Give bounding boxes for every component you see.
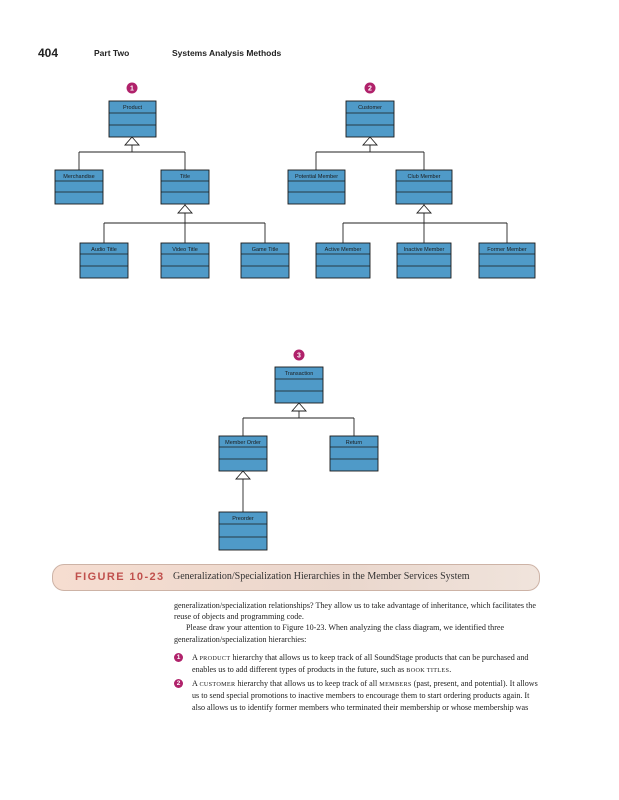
svg-text:Club Member: Club Member <box>407 174 441 180</box>
class-merchandise <box>55 170 103 204</box>
list-item: 2 A CUSTOMER hierarchy that allows us to keep track of all MEMBERS (past, present, and potential). It allows us to send special promotions to inactive members to encourage them to start ordering products again. It also allows us to identify former members who terminated their membership or whose membership was <box>174 678 544 713</box>
figure-caption <box>52 564 540 591</box>
svg-text:Return: Return <box>345 440 363 446</box>
figure-label: FIGURE 10-23 <box>75 571 165 583</box>
keyword: MEMBERS <box>379 681 412 689</box>
svg-text:Merchandise: Merchandise <box>63 174 95 180</box>
class-former-member <box>479 243 535 278</box>
body-text <box>174 600 544 715</box>
svg-text:Product: Product <box>123 105 142 111</box>
class-preorder <box>219 512 267 550</box>
svg-text:2: 2 <box>368 85 372 93</box>
class-inactive-member <box>397 243 451 278</box>
class-potential-member <box>288 170 345 204</box>
svg-text:Video Title: Video Title <box>172 247 198 253</box>
badge-1 <box>127 83 138 94</box>
svg-text:Member Order: Member Order <box>225 440 261 446</box>
section-title: Systems Analysis Methods <box>172 48 282 58</box>
keyword: PRODUCT <box>199 654 231 662</box>
class-title <box>161 170 209 204</box>
svg-text:Inactive Member: Inactive Member <box>403 247 445 253</box>
class-customer <box>346 101 394 137</box>
figure-title: Generalization/Specialization Hierarchies in the Member Services System <box>173 571 470 582</box>
page-number: 404 <box>38 46 59 60</box>
keyword: BOOK TITLES <box>406 667 450 675</box>
svg-text:Potential Member: Potential Member <box>294 174 339 180</box>
list-item: 1 A PRODUCT hierarchy that allows us to keep track of all SoundStage products that can be purchased and enables us to add different types of products in the future, such as BOOK TITLES. <box>174 652 544 676</box>
svg-text:3: 3 <box>297 352 301 360</box>
class-member-order <box>219 436 267 471</box>
class-active-member <box>316 243 370 278</box>
paragraph-1: generalization/specialization relationships? They allow us to take advantage of inheritance, which facilitates the reuse of objects and programming code. <box>174 601 536 622</box>
svg-text:Former Member: Former Member <box>487 247 527 253</box>
class-game-title <box>241 243 289 278</box>
svg-text:Preorder: Preorder <box>232 516 254 522</box>
svg-text:Transaction: Transaction <box>284 371 314 377</box>
class-audio-title <box>80 243 128 278</box>
svg-text:Game Title: Game Title <box>251 247 279 253</box>
class-club-member <box>396 170 452 204</box>
svg-text:Title: Title <box>179 174 191 180</box>
list-number-badge: 2 <box>174 679 183 688</box>
badge-3 <box>294 350 305 361</box>
svg-text:1: 1 <box>130 85 134 93</box>
svg-text:Customer: Customer <box>358 105 382 111</box>
svg-text:Active Member: Active Member <box>324 247 362 253</box>
class-video-title <box>161 243 209 278</box>
badge-2 <box>365 83 376 94</box>
class-return <box>330 436 378 471</box>
part-label: Part Two <box>94 48 130 58</box>
hierarchy-list <box>174 652 544 713</box>
svg-text:Audio Title: Audio Title <box>91 247 117 253</box>
class-transaction <box>275 367 323 403</box>
list-number-badge: 1 <box>174 653 183 662</box>
keyword: CUSTOMER <box>199 681 236 689</box>
paragraph-2: Please draw your attention to Figure 10-23. When analyzing the class diagram, we identified three generalization/specialization hierarchies: <box>174 623 505 644</box>
class-product <box>109 101 156 137</box>
